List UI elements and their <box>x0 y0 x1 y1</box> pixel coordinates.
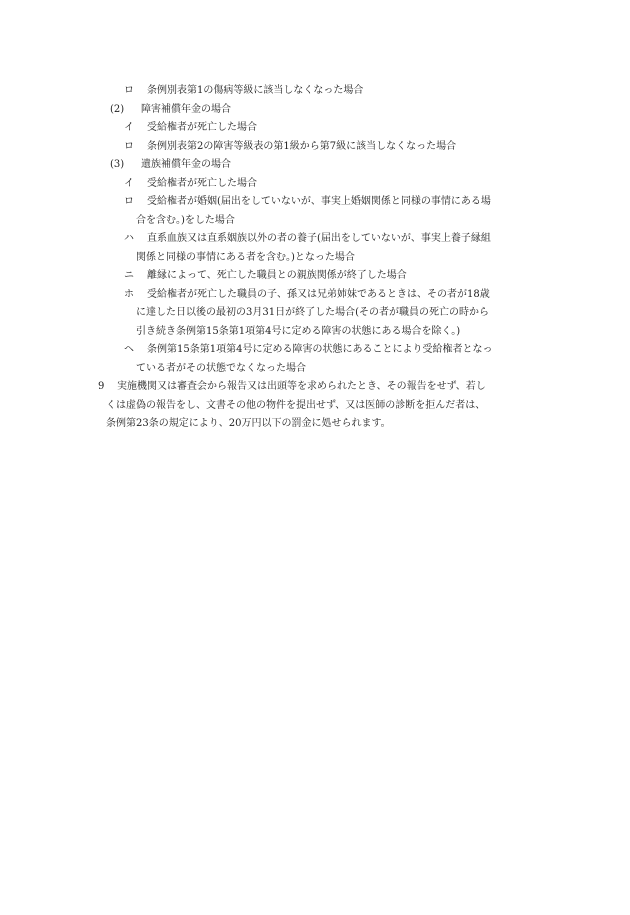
item-marker: イ <box>124 177 134 189</box>
item-ro-marriage-continued <box>0 212 630 231</box>
item-ro-disability-grade <box>0 138 630 157</box>
item-text: 受給権者が死亡した場合 <box>147 177 257 189</box>
item-text: 受給権者が婚姻(届出をしていないが、事実上婚姻関係と同様の事情にある場 <box>147 196 491 207</box>
item-text: 条例第15条第1項第4号に定める障害の状態にあることにより受給権者となっ <box>147 344 493 355</box>
item-ro-injury-grade <box>0 82 630 101</box>
paragraph-text-continued: くは虚偽の報告をし、文書その他の物件を提出せず、又は医師の診断を拒んだ者は、 <box>106 399 486 411</box>
item-text: 離縁によって、死亡した職員との親族関係が終了した場合 <box>147 270 407 281</box>
item-text: 受給権者が死亡した場合 <box>147 122 257 133</box>
section-title: 遺族補償年金の場合 <box>141 159 231 170</box>
item-text: 直系血族又は直系姻族以外の者の養子(届出をしていないが、事実上養子縁組 <box>147 233 491 244</box>
item-marker: ロ <box>124 140 134 152</box>
item-text-continued: 合を含む。)をした場合 <box>136 214 235 226</box>
item-ha-adoption-continued <box>0 249 630 268</box>
item-text: 受給権者が死亡した職員の子、孫又は兄弟姉妹であるときは、その者が18歳 <box>147 288 490 300</box>
item-text-continued: ている者がその状態でなくなった場合 <box>136 362 306 374</box>
item-text-continued: 関係と同様の事情にある者を含む。)となった場合 <box>136 251 355 263</box>
item-marker: イ <box>124 122 134 133</box>
item-ho-age-limit <box>0 286 630 305</box>
item-marker: ホ <box>124 288 134 300</box>
item-text: 条例別表第2の障害等級表の第1級から第7級に該当しなくなった場合 <box>147 140 457 152</box>
paragraph-text: 実施機関又は審査会から報告又は出頭等を求められたとき、その報告をせず、若し <box>117 381 486 392</box>
section-2-heading <box>0 101 630 120</box>
item-ha-adoption <box>0 230 630 249</box>
item-text: 条例別表第1の傷病等級に該当しなくなった場合 <box>147 85 364 96</box>
item-text-continued: 引き続き条例第15条第1項第4号に定める障害の状態にある場合を除く。) <box>136 325 461 337</box>
item-i-death <box>0 175 630 194</box>
item-ro-marriage <box>0 193 630 212</box>
document-body <box>0 82 630 434</box>
item-he-disability-status <box>0 341 630 360</box>
section-number: (2) <box>110 103 125 115</box>
item-marker: ハ <box>124 233 134 244</box>
paragraph-text-continued: 条例第23条の規定により、20万円以下の罰金に処せられます。 <box>106 418 391 429</box>
paragraph-9-penalty <box>0 378 630 397</box>
item-text-continued: に達した日以後の最初の3月31日が終了した場合(その者が職員の死亡の時から <box>136 307 489 318</box>
item-ho-age-limit-continued <box>0 323 630 342</box>
item-i-death <box>0 119 630 138</box>
item-marker: ロ <box>124 85 134 96</box>
item-marker: ヘ <box>124 344 134 355</box>
item-marker: ロ <box>124 196 134 207</box>
paragraph-number: 9 <box>98 381 105 392</box>
section-number: (3) <box>110 159 125 170</box>
item-marker: ニ <box>124 270 134 281</box>
item-he-disability-status-continued <box>0 360 630 379</box>
paragraph-9-continued <box>0 397 630 416</box>
section-3-heading <box>0 156 630 175</box>
paragraph-9-continued <box>0 415 630 434</box>
item-ni-dissolution <box>0 267 630 286</box>
item-ho-age-limit-continued <box>0 304 630 323</box>
section-title: 障害補償年金の場合 <box>141 103 231 115</box>
